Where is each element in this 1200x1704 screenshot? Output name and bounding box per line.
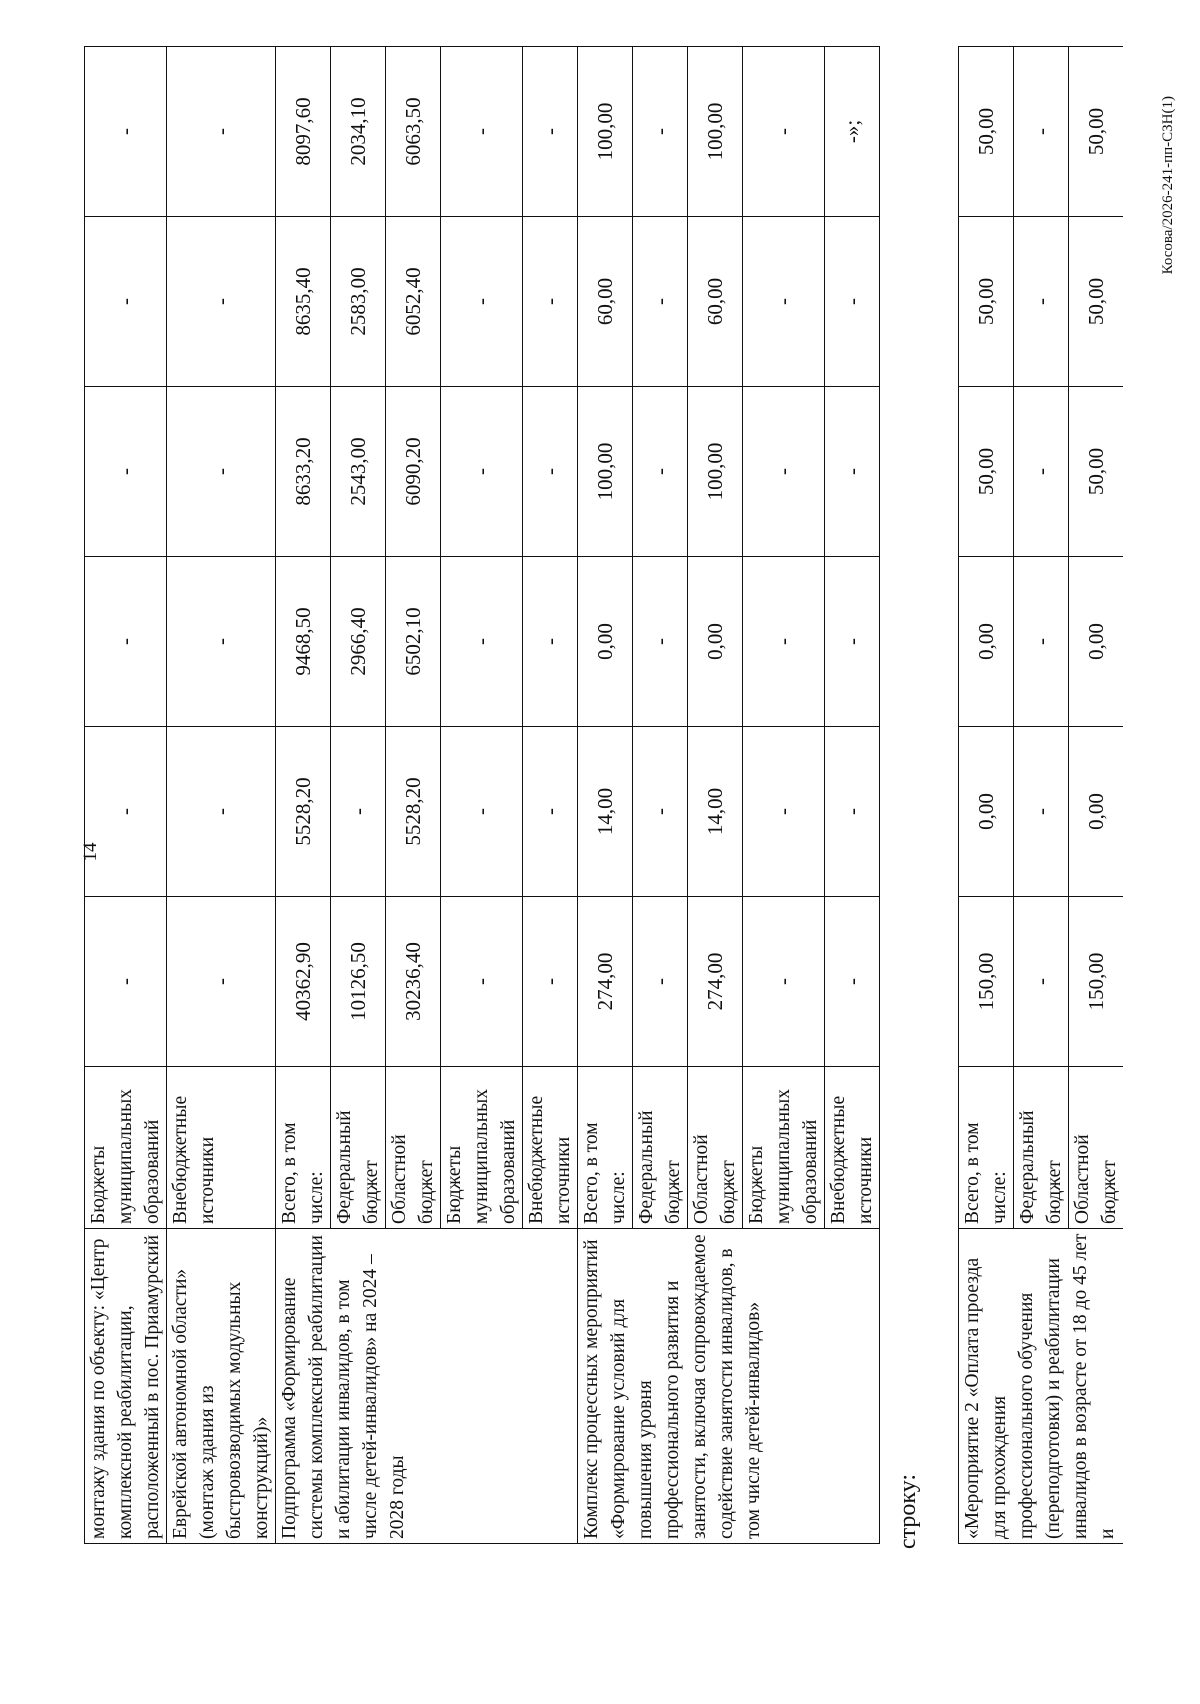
- value-cell: -: [743, 897, 825, 1067]
- funding-source: Всего, в том числе:: [959, 1067, 1014, 1229]
- value-cell: 10126,50: [331, 897, 386, 1067]
- page-number: 14: [80, 842, 101, 862]
- value-cell: 30236,40: [386, 897, 441, 1067]
- section-label: строку:: [895, 1473, 921, 1549]
- value-cell: -: [633, 897, 688, 1067]
- value-cell: -: [85, 47, 167, 217]
- value-cell: -: [743, 727, 825, 897]
- value-cell: -: [825, 387, 880, 557]
- value-cell: -: [85, 387, 167, 557]
- value-cell: 50,00: [1069, 47, 1124, 217]
- funding-source: Федеральный бюджет: [331, 1067, 386, 1229]
- table-row: [167, 47, 276, 1544]
- value-cell: -: [825, 557, 880, 727]
- value-cell: -: [523, 557, 578, 727]
- value-cell: -»;: [825, 47, 880, 217]
- funding-source: Областной бюджет: [688, 1067, 743, 1229]
- funding-source: Областной бюджет: [386, 1067, 441, 1229]
- value-cell: 6090,20: [386, 387, 441, 557]
- value-cell: 5528,20: [276, 727, 331, 897]
- value-cell: 60,00: [578, 217, 633, 387]
- value-cell: -: [331, 727, 386, 897]
- value-cell: 9468,50: [276, 557, 331, 727]
- value-cell: 6052,40: [386, 217, 441, 387]
- value-cell: -: [825, 727, 880, 897]
- value-cell: -: [633, 47, 688, 217]
- value-cell: 8097,60: [276, 47, 331, 217]
- value-cell: 2543,00: [331, 387, 386, 557]
- value-cell: -: [167, 557, 276, 727]
- value-cell: -: [167, 217, 276, 387]
- funding-source: Областной бюджет: [1069, 1067, 1124, 1229]
- value-cell: 100,00: [688, 47, 743, 217]
- value-cell: -: [1014, 47, 1069, 217]
- value-cell: 0,00: [1069, 727, 1124, 897]
- row-name: монтажу здания по объекту: «Центр комплексной реабилитации, расположенный в пос. Приамурский: [85, 1229, 167, 1544]
- value-cell: 274,00: [688, 897, 743, 1067]
- value-cell: -: [85, 897, 167, 1067]
- value-cell: -: [743, 47, 825, 217]
- table-row: [959, 47, 1014, 1544]
- value-cell: 50,00: [959, 387, 1014, 557]
- value-cell: 150,00: [1069, 897, 1124, 1067]
- funding-source: Федеральный бюджет: [633, 1067, 688, 1229]
- table-row: [276, 47, 331, 1544]
- value-cell: -: [523, 217, 578, 387]
- value-cell: -: [85, 217, 167, 387]
- value-cell: -: [523, 387, 578, 557]
- value-cell: 14,00: [688, 727, 743, 897]
- value-cell: -: [85, 557, 167, 727]
- funding-source: Внебюджетные источники: [167, 1067, 276, 1229]
- value-cell: -: [743, 217, 825, 387]
- value-cell: -: [1014, 217, 1069, 387]
- value-cell: -: [523, 47, 578, 217]
- value-cell: -: [441, 47, 523, 217]
- row-name: Еврейской автономной области» (монтаж здания из быстровозводимых модульных конструкций)»: [167, 1229, 276, 1544]
- value-cell: 2583,00: [331, 217, 386, 387]
- value-cell: 100,00: [688, 387, 743, 557]
- value-cell: -: [1014, 557, 1069, 727]
- value-cell: -: [633, 217, 688, 387]
- funding-source: Бюджеты муниципальных образований: [441, 1067, 523, 1229]
- value-cell: -: [167, 387, 276, 557]
- value-cell: -: [167, 897, 276, 1067]
- funding-source: Внебюджетные источники: [825, 1067, 880, 1229]
- row-name: Комплекс процессных мероприятий «Формирование условий для повышения уровня профессионального развития и занятости, включая сопровождаемое содействие занятости инвалидов, в том числе детей-инвалидов»: [578, 1229, 880, 1544]
- value-cell: -: [1014, 387, 1069, 557]
- table-row: [85, 47, 167, 1544]
- funding-source: Бюджеты муниципальных образований: [85, 1067, 167, 1229]
- funding-source: Внебюджетные источники: [523, 1067, 578, 1229]
- value-cell: -: [743, 387, 825, 557]
- value-cell: 100,00: [578, 47, 633, 217]
- value-cell: 5528,20: [386, 727, 441, 897]
- value-cell: 8633,20: [276, 387, 331, 557]
- value-cell: -: [825, 217, 880, 387]
- row-name: Подпрограмма «Формирование системы комплексной реабилитации и абилитации инвалидов, в том числе детей-инвалидов» на 2024 – 2028 годы: [276, 1229, 578, 1544]
- value-cell: -: [825, 897, 880, 1067]
- document-code: Косова/2026-241-пп-СЗН(1): [1160, 96, 1176, 275]
- funding-source: Всего, в том числе:: [578, 1067, 633, 1229]
- value-cell: 0,00: [688, 557, 743, 727]
- value-cell: 0,00: [578, 557, 633, 727]
- value-cell: -: [743, 557, 825, 727]
- value-cell: 8635,40: [276, 217, 331, 387]
- value-cell: 50,00: [959, 217, 1014, 387]
- value-cell: -: [1014, 727, 1069, 897]
- value-cell: 6063,50: [386, 47, 441, 217]
- value-cell: -: [441, 387, 523, 557]
- value-cell: -: [167, 727, 276, 897]
- value-cell: 50,00: [959, 47, 1014, 217]
- value-cell: -: [523, 897, 578, 1067]
- value-cell: -: [523, 727, 578, 897]
- value-cell: 150,00: [959, 897, 1014, 1067]
- value-cell: 50,00: [1069, 387, 1124, 557]
- value-cell: -: [85, 727, 167, 897]
- value-cell: -: [441, 897, 523, 1067]
- table-row: [578, 47, 633, 1544]
- value-cell: -: [1014, 897, 1069, 1067]
- value-cell: -: [633, 727, 688, 897]
- measure-table: [958, 46, 1123, 1544]
- value-cell: 14,00: [578, 727, 633, 897]
- value-cell: 100,00: [578, 387, 633, 557]
- value-cell: 274,00: [578, 897, 633, 1067]
- value-cell: -: [167, 47, 276, 217]
- funding-source: Федеральный бюджет: [1014, 1067, 1069, 1229]
- funding-source: Бюджеты муниципальных образований: [743, 1067, 825, 1229]
- value-cell: 0,00: [959, 727, 1014, 897]
- row-name: «Мероприятие 2 «Оплата проезда для прохождения профессионального обучения (переподготовки) и реабилитации инвалидов в возрасте от 18 до 45 лет и: [959, 1229, 1124, 1544]
- funding-source: Всего, в том числе:: [276, 1067, 331, 1229]
- value-cell: 2966,40: [331, 557, 386, 727]
- value-cell: 50,00: [1069, 217, 1124, 387]
- value-cell: 2034,10: [331, 47, 386, 217]
- value-cell: -: [441, 557, 523, 727]
- value-cell: 0,00: [959, 557, 1014, 727]
- value-cell: -: [633, 557, 688, 727]
- value-cell: -: [633, 387, 688, 557]
- value-cell: -: [441, 727, 523, 897]
- value-cell: -: [441, 217, 523, 387]
- budget-table: [84, 46, 880, 1544]
- value-cell: 40362,90: [276, 897, 331, 1067]
- value-cell: 6502,10: [386, 557, 441, 727]
- value-cell: 60,00: [688, 217, 743, 387]
- value-cell: 0,00: [1069, 557, 1124, 727]
